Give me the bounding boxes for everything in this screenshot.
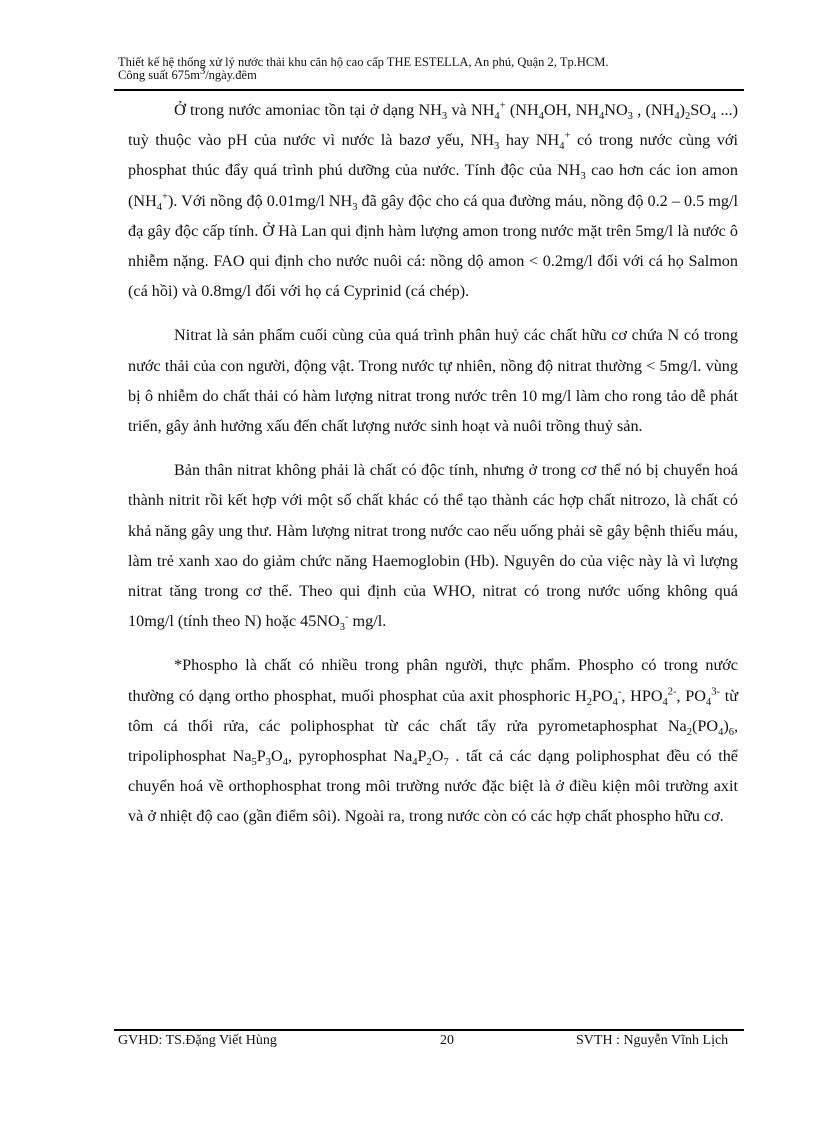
header-title: Thiết kế hệ thống xử lý nước thải khu căn hộ cao cấp THE ESTELLA, An phú, Quận 2, Tp.HCM. (118, 55, 609, 69)
footer-student: SVTH : Nguyễn Vĩnh Lịch (576, 1033, 729, 1048)
paragraph-ammonia: Ở trong nước amoniac tồn tại ở dạng $NH_3$ và $NH_4^+$ ($NH_4OH$, $NH_4NO_3$ , $(NH_4)_2SO_4$ ...) tuỳ thuộc vào pH của nước vì nước là bazơ yếu, $NH_3$ hay $NH_4^+$ có trong nước cùng với phosphat thúc đẩy quá trình phú dưỡng của nước. Tính độc của $NH_3$ cao hơn các ion amon $(NH_4^+)$. Với nồng độ 0.01mg/l $NH_3$ đã gây độc cho cá qua đường máu, nồng độ 0.2 – 0.5 mg/l đạ gây độc cấp tính. Ở Hà Lan qui định hàm lượng amon trong nước mặt trên 5mg/l là nước ô nhiễm nặng. FAO qui định cho nước nuôi cá: nồng dộ amon < 0.2mg/l đối với cá họ Salmon (cá hồi) và 0.8mg/l đối với họ cá Cyprinid (cá chép). (128, 100, 738, 301)
footer-rule (114, 1029, 744, 1031)
page-body (128, 95, 738, 846)
page-number: 20 (440, 1033, 454, 1048)
header-capacity: Công suất $675m^3/ngày.đêm$ (118, 65, 257, 82)
paragraph-phosphorus: *Phospho là chất có nhiều trong phân người, thực phẩm. Phospho có trong nước thường có dạng ortho phosphat, muối phosphat của axit phosphoric $H_2PO_4^-$, $HPO_4^{2-}$, $PO_4^{3-}$ từ tôm cá thối rửa, các poliphosphat từ các chất tẩy rửa pyrometaphosphat $Na_2(PO_4)_6$, tripoliphosphat $Na_5P_3O_4$, pyrophosphat $Na_4P_2O_7$ . tất cả các dạng poliphosphat đều có thể chuyển hoá về orthophosphat trong môi trường nước đặc biệt là ở điều kiện môi trường axit và ở nhiệt độ cao (gần điểm sôi). Ngoài ra, trong nước còn có các hợp chất phospho hữu cơ. (128, 656, 738, 826)
header-rule (114, 89, 744, 91)
footer-advisor: GVHD: TS.Đặng Viết Hùng (118, 1033, 277, 1048)
paragraph-nitrate: Nitrat là sản phẩm cuối cùng của quá trình phân huỷ các chất hữu cơ chứa N có trong nước thải của con người, động vật. Trong nước tự nhiên, nồng độ nitrat thường < 5mg/l. vùng bị ô nhiễm do chất thải có hàm lượng nitrat trong nước trên 10 mg/l làm cho rong tảo dễ phát triển, gây ảnh hưởng xấu đến chất lượng nước sinh hoạt và nuôi trồng thuỷ sản. (128, 326, 738, 436)
paragraph-nitrate-toxicity: Bản thân nitrat không phải là chất có độc tính, nhưng ở trong cơ thể nó bị chuyển hoá thành nitrit rồi kết hợp với một số chất khác có thể tạo thành các hợp chất nitrozo, là chất có khả năng gây ung thư. Hàm lượng nitrat trong nước cao nếu uống phải sẽ gây bệnh thiếu máu, làm trẻ xanh xao do giảm chức năng Haemoglobin (Hb). Nguyên do của việc này là vì lượng nitrat tăng trong cơ thể. Theo qui định của WHO, nitrat có trong nước uống không quá 10mg/l (tính theo N) hoặc $45NO_3^-$ mg/l. (128, 461, 738, 634)
running-header (118, 56, 738, 82)
